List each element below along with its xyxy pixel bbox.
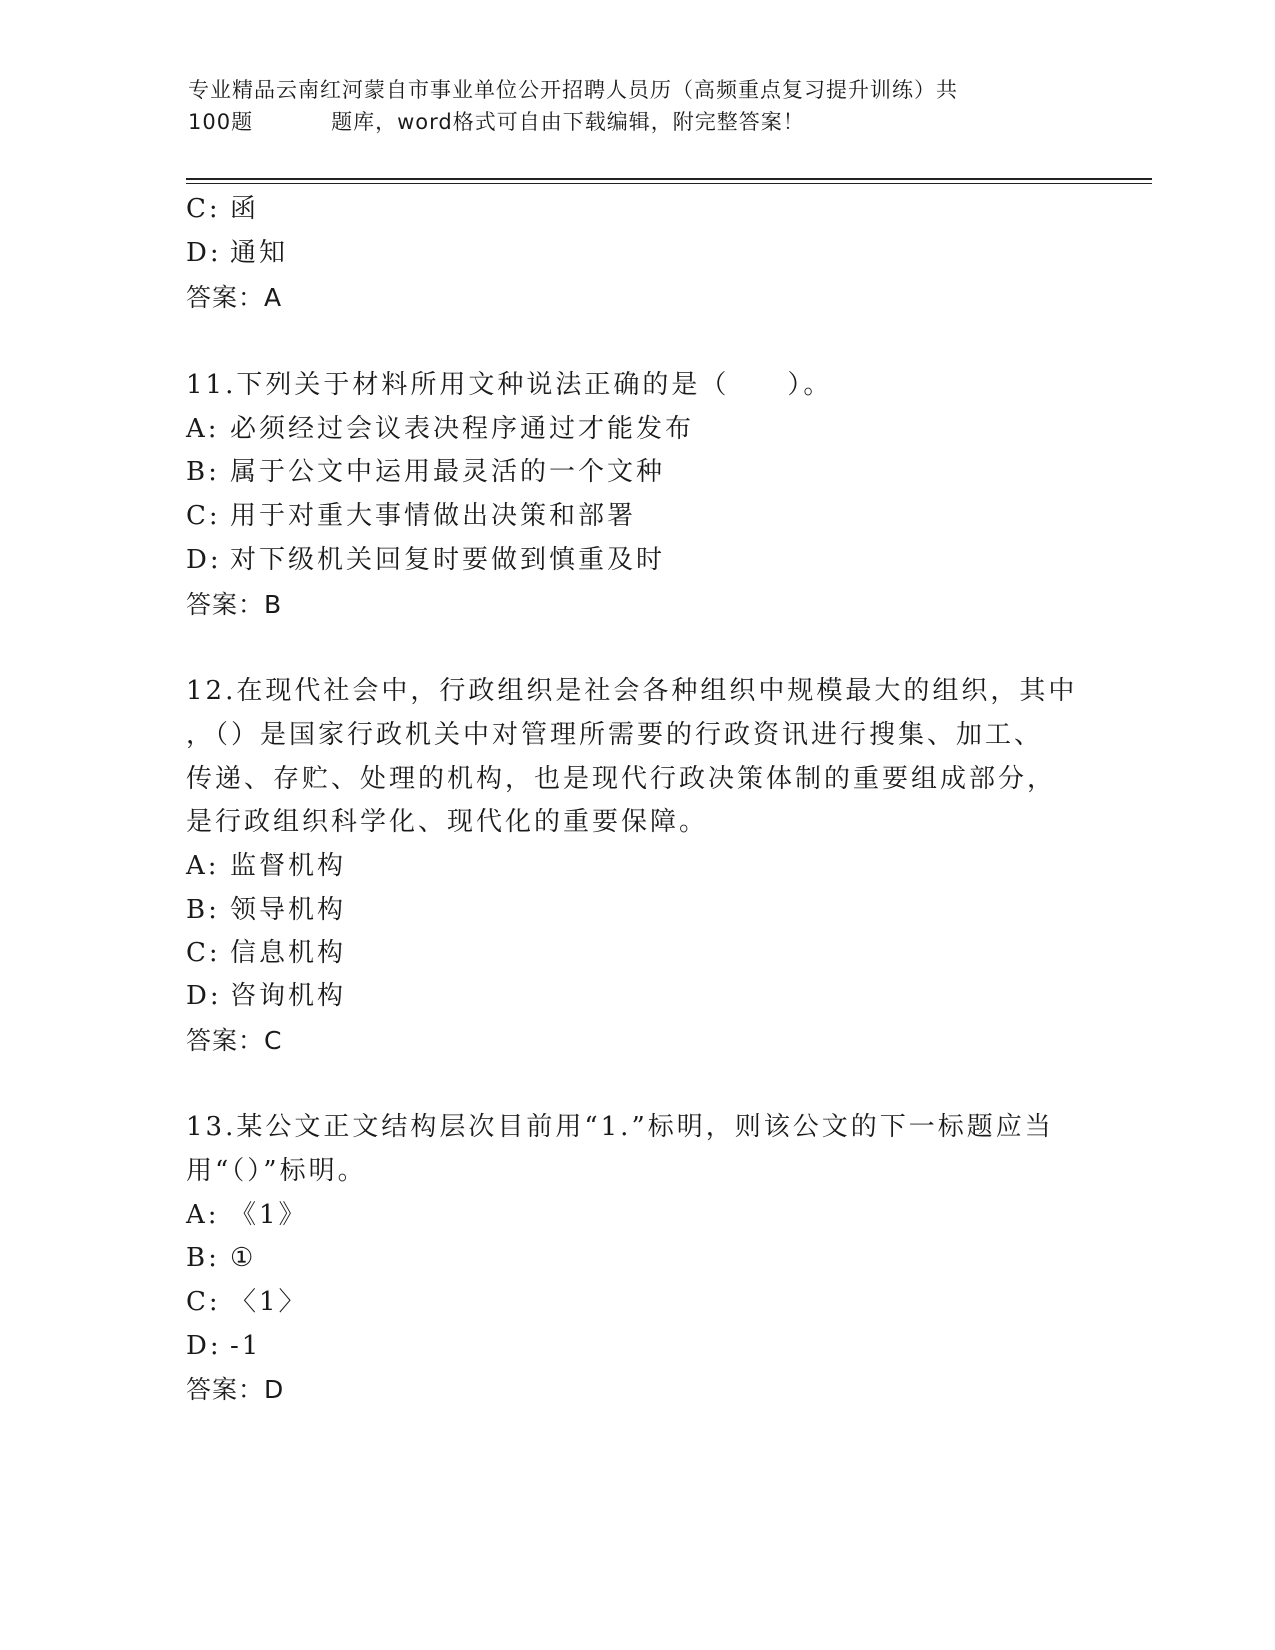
option-c	[186, 192, 259, 226]
option-text: ①	[230, 1243, 257, 1273]
option-d	[186, 979, 346, 1013]
option-letter: A:	[186, 414, 220, 444]
option-d	[186, 543, 665, 577]
option-text: 用于对重大事情做出决策和部署	[230, 501, 637, 531]
question-12-stem-line1: 12.在现代社会中，行政组织是社会各种组织中规模最大的组织，其中	[186, 676, 1078, 706]
option-text: 咨询机构	[230, 981, 347, 1011]
option-text: 函	[230, 194, 260, 224]
option-letter: B:	[186, 895, 220, 925]
answer-line: 答案：B	[186, 590, 283, 619]
header-rule-thin	[186, 183, 1152, 184]
option-text: 属于公文中运用最灵活的一个文种	[230, 457, 666, 487]
option-text: 监督机构	[230, 851, 347, 881]
option-letter: B:	[186, 1243, 220, 1273]
option-letter: D:	[186, 545, 222, 575]
option-c	[186, 499, 636, 533]
option-b	[186, 1241, 256, 1275]
header-title-line2	[188, 106, 1088, 138]
question-12-stem-line2: ，（）是国家行政机关中对管理所需要的行政资讯进行搜集、加工、	[186, 720, 1044, 750]
question-13-stem-line2: 用“（）”标明。	[186, 1156, 367, 1186]
option-a	[186, 412, 694, 446]
option-b	[186, 455, 665, 489]
option-letter: D:	[186, 981, 222, 1011]
option-a	[186, 849, 346, 883]
header-description: 题库，word格式可自由下载编辑，附完整答案！	[331, 110, 805, 134]
option-text: 〈1〉	[230, 1287, 308, 1317]
option-letter: A:	[186, 851, 220, 881]
option-b	[186, 893, 346, 927]
answer-line: 答案：A	[186, 283, 283, 312]
option-letter: C:	[186, 1287, 221, 1317]
option-d	[186, 1329, 261, 1363]
document-header	[188, 74, 1088, 138]
option-text: 信息机构	[230, 938, 347, 968]
option-text: 通知	[230, 238, 289, 268]
option-text: 《1》	[230, 1200, 308, 1230]
option-letter: D:	[186, 238, 222, 268]
option-text: -1	[230, 1331, 262, 1361]
question-11-stem: 11.下列关于材料所用文种说法正确的是（ ）。	[186, 370, 833, 400]
option-c	[186, 936, 346, 970]
question-12-stem-line3: 传递、存贮、处理的机构，也是现代行政决策体制的重要组成部分，	[186, 764, 1057, 794]
option-text: 对下级机关回复时要做到慎重及时	[230, 545, 666, 575]
option-text: 领导机构	[230, 895, 347, 925]
option-letter: C:	[186, 938, 221, 968]
question-13-stem-line1: 13.某公文正文结构层次目前用“1.”标明，则该公文的下一标题应当	[186, 1112, 1054, 1142]
header-question-count: 100题	[188, 110, 254, 134]
option-a	[186, 1198, 308, 1232]
option-letter: C:	[186, 501, 221, 531]
option-c	[186, 1285, 308, 1319]
header-title-line1: 专业精品云南红河蒙自市事业单位公开招聘人员历（高频重点复习提升训练）共	[188, 78, 958, 102]
option-letter: D:	[186, 1331, 222, 1361]
option-letter: B:	[186, 457, 220, 487]
answer-line: 答案：D	[186, 1375, 285, 1404]
question-12-stem-line4: 是行政组织科学化、现代化的重要保障。	[186, 807, 709, 837]
option-d	[186, 236, 288, 270]
option-text: 必须经过会议表决程序通过才能发布	[230, 414, 695, 444]
option-letter: C:	[186, 194, 221, 224]
answer-line: 答案：C	[186, 1026, 283, 1055]
option-letter: A:	[186, 1200, 220, 1230]
header-rule-thick	[186, 178, 1152, 180]
